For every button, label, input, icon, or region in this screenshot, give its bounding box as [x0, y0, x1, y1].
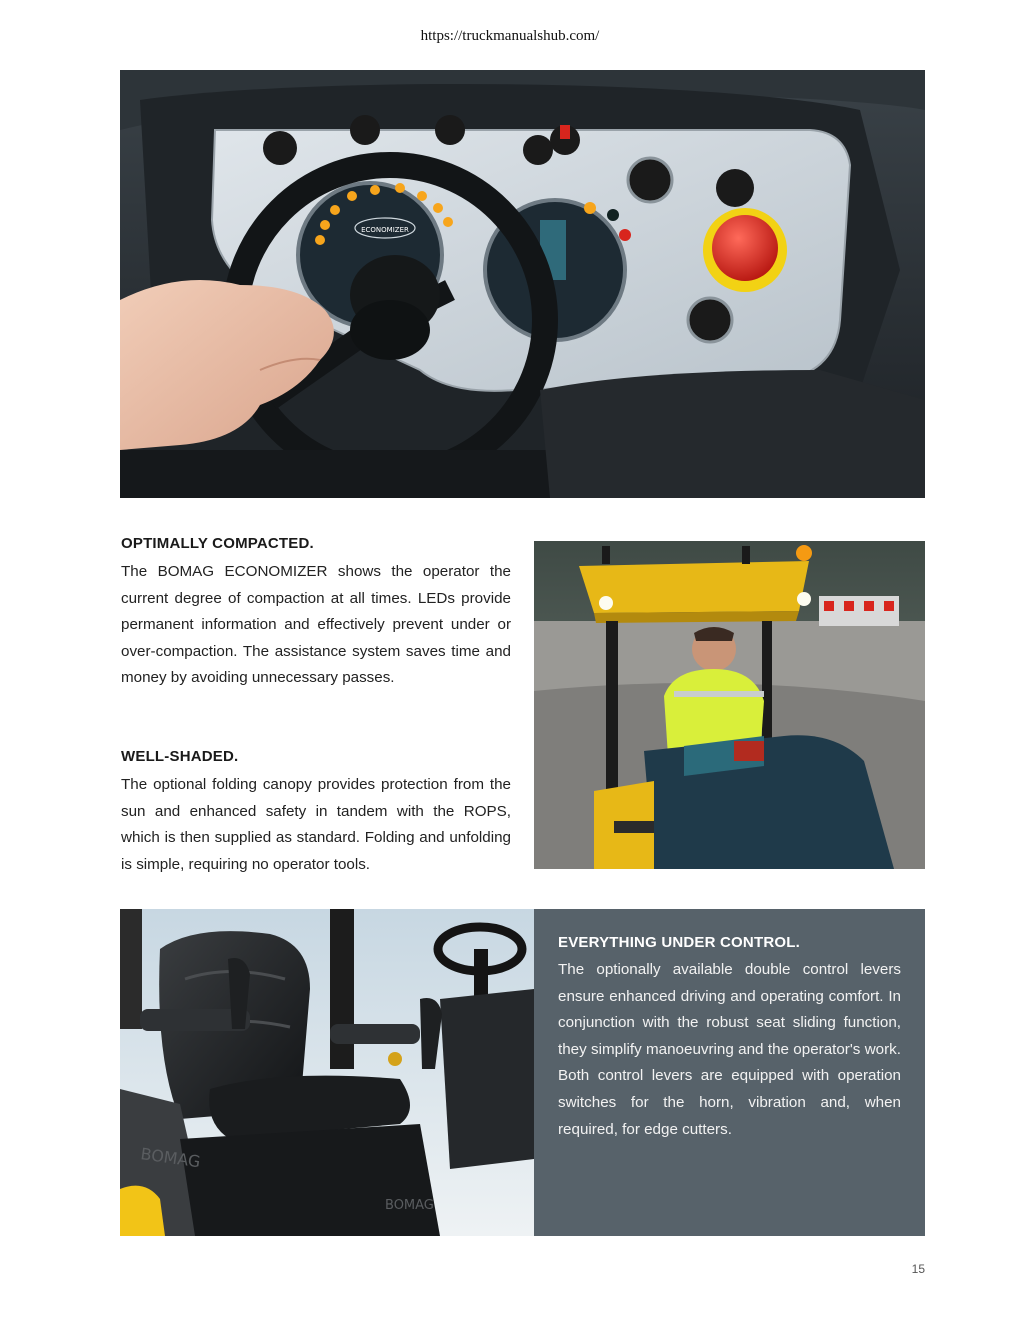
page-number: 15 [911, 1262, 925, 1276]
optimally-compacted-section [121, 535, 511, 692]
dashboard-photo [120, 70, 925, 498]
bomag-base-logo: BOMAG [385, 1198, 434, 1213]
section-body: The optional folding canopy provides protection from the sun and enhanced safety in tandem with the ROPS, which is then supplied as standard. Folding and unfolding is simple, requiring no operator tools. [121, 776, 511, 873]
section-body: The BOMAG ECONOMIZER shows the operator the current degree of compaction at all times. LEDs provide permanent information and effectively prevent under or over-compaction. The assistance system saves time and money by avoiding unnecessary passes. [121, 563, 511, 687]
source-url[interactable]: https://truckmanualshub.com/ [420, 28, 600, 44]
section-heading: OPTIMALLY COMPACTED. [121, 535, 314, 552]
bomag-side-logo: BOMAG [139, 1144, 202, 1172]
well-shaded-section [121, 748, 511, 878]
canopy-operator-photo [534, 541, 925, 869]
section-heading: WELL-SHADED. [121, 748, 239, 765]
section-heading: EVERYTHING UNDER CONTROL. [558, 934, 800, 951]
economizer-label: ECONOMIZER [361, 226, 409, 234]
seat-control-levers-photo [120, 909, 534, 1236]
section-body: The optionally available double control levers ensure enhanced driving and operating comfort. In conjunction with the robust seat sliding function, they simplify manoeuvring and the operator's work. Both control levers are equipped with operation switches for the horn, vibration and, when required, for edge cutters. [558, 961, 901, 1138]
everything-under-control-panel [534, 909, 925, 1236]
